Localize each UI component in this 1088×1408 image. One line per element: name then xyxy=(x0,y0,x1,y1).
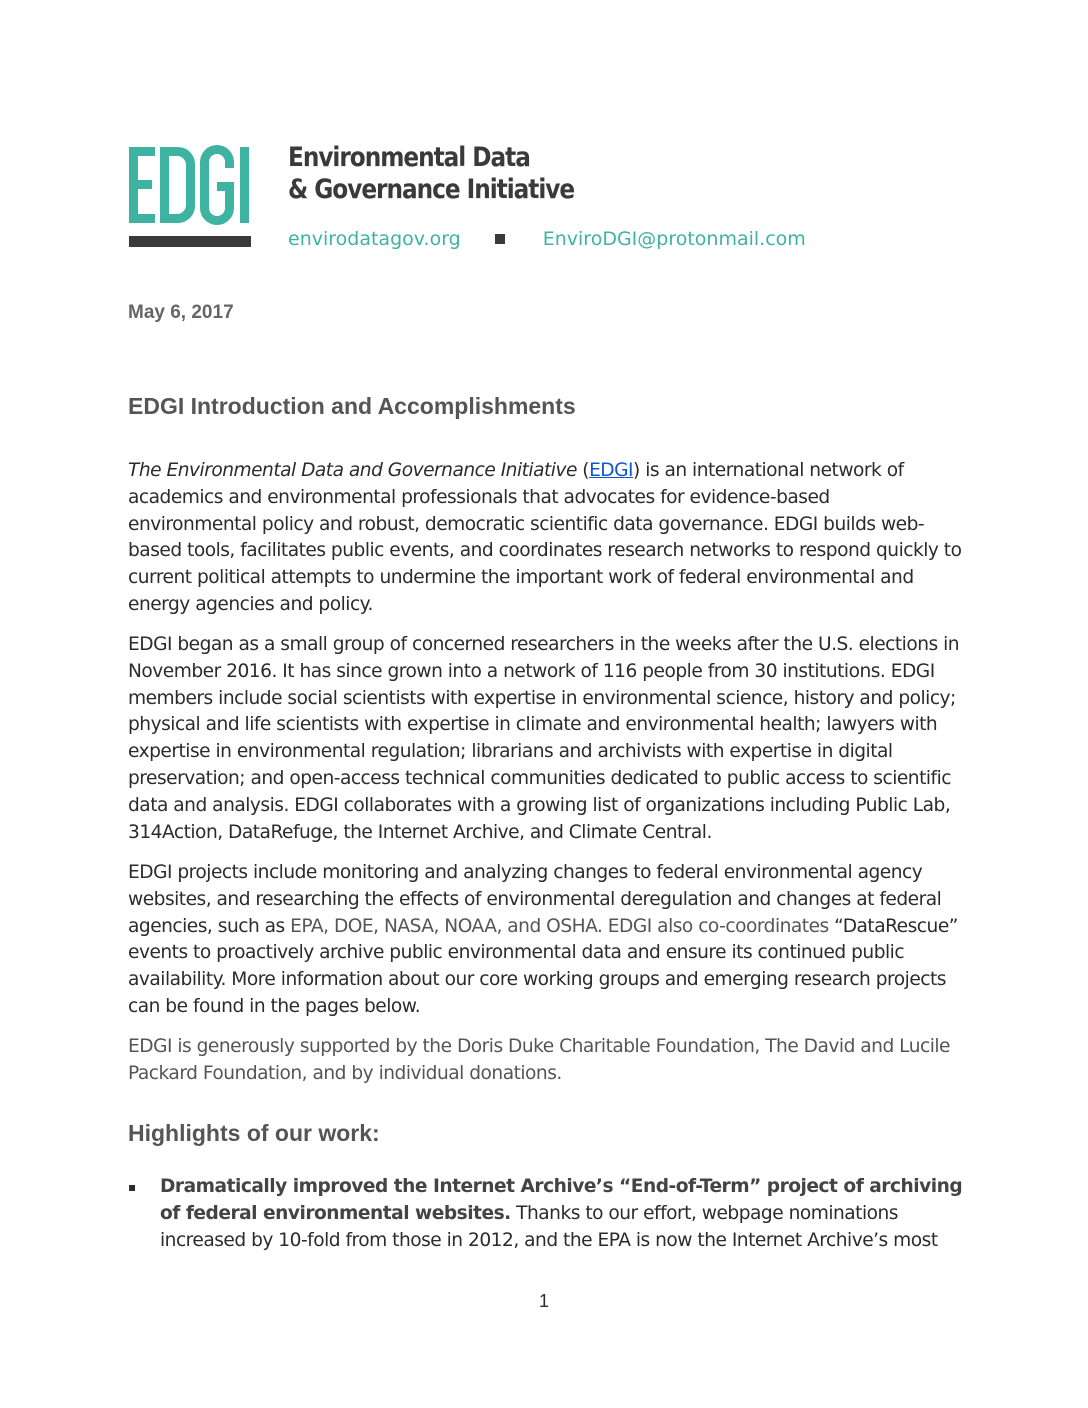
intro-paragraph-rest: ) is an international network of academics and environmental professionals that advocates for evidence-based environmental policy and robust, democratic scientific data governance. EDGI builds web-based tools, facilitates public events, and coordinates research networks to respond quickly to current political attempts to undermine the important work of federal environmental and energy agencies and policy. xyxy=(128,460,962,615)
logo-underline-bar xyxy=(129,236,251,247)
bullet-square-icon: ▪ xyxy=(128,1180,136,1194)
intro-paragraph xyxy=(128,458,963,619)
highlight-bold-lead: Dramatically improved the Internet Archive’s “End-of-Term” project of archiving of federal environmental websites. xyxy=(160,1176,963,1224)
list-item xyxy=(128,1174,968,1254)
contact-line xyxy=(288,225,806,253)
highlights-list xyxy=(128,1174,968,1254)
projects-paragraph xyxy=(128,860,963,1021)
open-paren: ( xyxy=(576,460,590,481)
organization-name xyxy=(288,142,574,206)
page-number: 1 xyxy=(538,1291,549,1311)
document-date: May 6, 2017 xyxy=(128,302,234,323)
website-link[interactable]: envirodatagov.org xyxy=(288,228,461,250)
logo-text: EDGI xyxy=(129,145,132,146)
history-paragraph: EDGI began as a small group of concerned researchers in the weeks after the U.S. elections in November 2016. It has since grown into a network of 116 people from 30 institutions. EDGI members include social scientists with expertise in environmental science, history and policy; physical and life scientists with expertise in climate and environmental health; lawyers with expertise in environmental regulation; librarians and archivists with expertise in digital preservation; and open-access technical communities dedicated to public access to scientific data and analysis. EDGI collaborates with a growing list of organizations including Public Lab, 314Action, DataRefuge, the Internet Archive, and Climate Central. xyxy=(128,634,960,843)
highlight-text: Thanks to our effort, webpage nominations increased by 10-fold from those in 2012, and the EPA is now the Internet Archive’s most xyxy=(160,1202,938,1251)
org-full-name-italic: The Environmental Data and Governance Initiative xyxy=(128,460,577,481)
edgi-link[interactable]: EDGI xyxy=(589,460,634,481)
projects-paragraph-end: “DataRescue” events to proactively archive public environmental data and ensure its continued public availability. More information about our core working groups and emerging research projects can be found in the pages below. xyxy=(128,915,958,1017)
separator-square-icon xyxy=(495,234,505,244)
projects-paragraph-start: EDGI projects include monitoring and analyzing changes to federal environmental agency websites, and researching the effects of environmental deregulation and changes at federal agencies, such as xyxy=(128,862,942,937)
email-link[interactable]: EnviroDGI@protonmail.com xyxy=(542,228,806,250)
highlights-heading: Highlights of our work: xyxy=(128,1120,380,1146)
projects-agencies: EPA, DOE, NASA, NOAA, and OSHA. EDGI also co-coordinates xyxy=(290,915,829,937)
document-title: EDGI Introduction and Accomplishments xyxy=(128,393,576,419)
support-paragraph: EDGI is generously supported by the Doris Duke Charitable Foundation, The David and Lucile Packard Foundation, and by individual donations. xyxy=(128,1036,950,1084)
org-name-line2: & Governance Initiative xyxy=(288,174,575,205)
edgi-logo xyxy=(129,145,253,225)
org-name-line1: Environmental Data xyxy=(288,142,530,173)
